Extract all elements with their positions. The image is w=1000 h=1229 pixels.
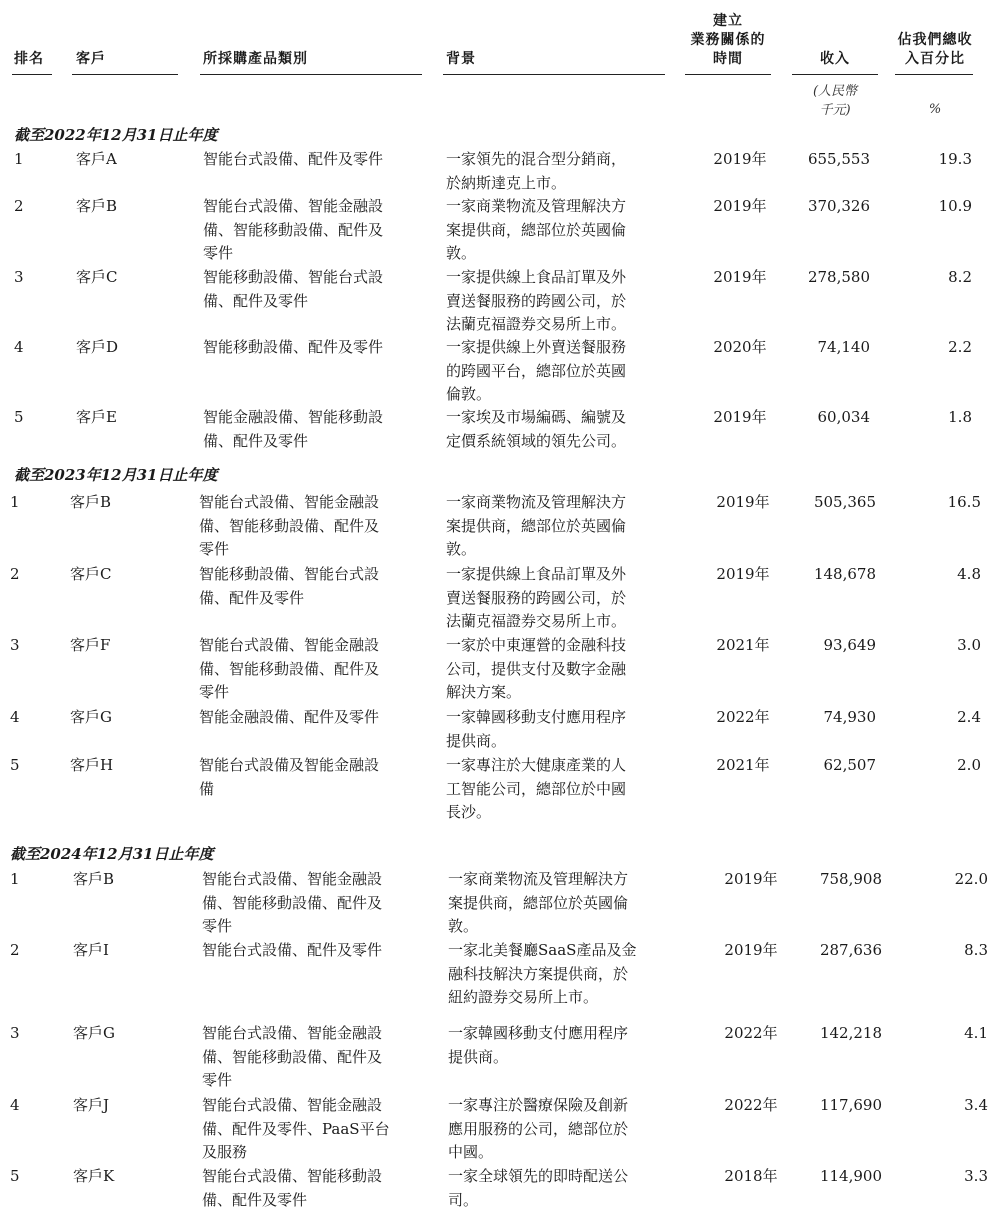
cell-rank: 5 <box>10 756 20 774</box>
cell-rank: 3 <box>10 1024 20 1042</box>
header-relationship-time: 建立 業務關係的 時間 <box>690 13 766 67</box>
cell-revenue: 114,900 <box>819 1167 882 1185</box>
cell-background: 一家北美餐廳SaaS產品及金 融科技解決方案提供商，於 紐約證券交易所上市。 <box>448 941 637 1006</box>
section-title-2024: 截至2024年12月31日止年度 <box>10 845 214 863</box>
cell-background: 一家提供線上食品訂單及外 賣送餐服務的跨國公司，於 法蘭克福證券交易所上市。 <box>446 268 627 333</box>
cell-year: 2022年 <box>716 708 770 726</box>
cell-products: 智能台式設備、配件及零件 <box>203 150 384 168</box>
cell-year: 2021年 <box>716 636 770 654</box>
cell-rank: 4 <box>10 1096 20 1114</box>
cell-products: 智能台式設備、智能金融設 備、智能移動設備、配件及 零件 <box>203 197 384 262</box>
section-title-2022: 截至2022年12月31日止年度 <box>14 126 218 144</box>
cell-products: 智能台式設備、配件及零件 <box>202 941 383 959</box>
cell-revenue: 148,678 <box>813 565 876 583</box>
cell-rank: 3 <box>14 268 24 286</box>
cell-customer: 客戶J <box>73 1096 110 1114</box>
cell-revenue: 142,218 <box>819 1024 882 1042</box>
cell-rank: 2 <box>10 941 20 959</box>
cell-revenue: 74,930 <box>823 708 876 726</box>
cell-percent: 3.0 <box>957 636 981 654</box>
header-products-underline <box>200 74 422 75</box>
cell-customer: 客戶F <box>70 636 111 654</box>
header-products: 所採購產品類別 <box>203 51 308 67</box>
cell-revenue: 287,636 <box>819 941 882 959</box>
cell-percent: 2.0 <box>957 756 981 774</box>
cell-year: 2019年 <box>716 493 770 511</box>
cell-background: 一家全球領先的即時配送公 司。 <box>448 1167 629 1209</box>
cell-customer: 客戶B <box>73 870 115 888</box>
header-revenue-underline <box>792 74 878 75</box>
cell-rank: 1 <box>14 150 24 168</box>
cell-customer: 客戶C <box>76 268 118 286</box>
cell-background: 一家提供線上食品訂單及外 賣送餐服務的跨國公司，於 法蘭克福證券交易所上市。 <box>446 565 627 630</box>
cell-products: 智能台式設備、智能金融設 備、智能移動設備、配件及 零件 <box>202 870 383 935</box>
header-customer-underline <box>72 74 178 75</box>
cell-background: 一家商業物流及管理解決方 案提供商，總部位於英國倫 敦。 <box>448 870 629 935</box>
cell-customer: 客戶B <box>70 493 112 511</box>
cell-percent: 19.3 <box>938 150 972 168</box>
cell-customer: 客戶C <box>70 565 112 583</box>
cell-revenue: 60,034 <box>817 408 870 426</box>
cell-products: 智能台式設備、智能金融設 備、智能移動設備、配件及 零件 <box>199 493 380 558</box>
cell-revenue: 93,649 <box>823 636 876 654</box>
header-relationship-underline <box>685 74 771 75</box>
cell-background: 一家韓國移動支付應用程序 提供商。 <box>446 708 627 750</box>
cell-percent: 2.4 <box>957 708 981 726</box>
cell-percent: 10.9 <box>938 197 972 215</box>
header-percentage-underline <box>895 74 973 75</box>
cell-revenue: 278,580 <box>807 268 870 286</box>
cell-customer: 客戶K <box>73 1167 115 1185</box>
cell-percent: 1.8 <box>948 408 972 426</box>
cell-percent: 16.5 <box>947 493 981 511</box>
cell-revenue: 74,140 <box>817 338 870 356</box>
cell-revenue: 655,553 <box>807 150 870 168</box>
cell-year: 2022年 <box>724 1024 778 1042</box>
cell-year: 2018年 <box>724 1167 778 1185</box>
header-background: 背景 <box>446 51 476 67</box>
cell-products: 智能台式設備、智能金融設 備、智能移動設備、配件及 零件 <box>202 1024 383 1089</box>
cell-year: 2019年 <box>724 870 778 888</box>
cell-year: 2021年 <box>716 756 770 774</box>
cell-percent: 4.1 <box>964 1024 988 1042</box>
header-customer: 客戶 <box>76 51 106 67</box>
cell-customer: 客戶E <box>76 408 117 426</box>
cell-customer: 客戶I <box>73 941 109 959</box>
cell-year: 2019年 <box>713 408 767 426</box>
header-rank: 排名 <box>14 51 44 67</box>
cell-background: 一家商業物流及管理解決方 案提供商，總部位於英國倫 敦。 <box>446 493 627 558</box>
cell-customer: 客戶H <box>70 756 114 774</box>
cell-background: 一家提供線上外賣送餐服務 的跨國平台，總部位於英國 倫敦。 <box>446 338 627 403</box>
cell-percent: 3.4 <box>964 1096 988 1114</box>
cell-customer: 客戶G <box>70 708 112 726</box>
cell-background: 一家專注於大健康產業的人 工智能公司，總部位於中國 長沙。 <box>446 756 627 821</box>
cell-products: 智能移動設備、智能台式設 備、配件及零件 <box>203 268 384 310</box>
cell-revenue: 62,507 <box>823 756 876 774</box>
cell-products: 智能台式設備、智能移動設 備、配件及零件 <box>202 1167 383 1209</box>
header-rank-underline <box>12 74 52 75</box>
cell-background: 一家韓國移動支付應用程序 提供商。 <box>448 1024 629 1066</box>
cell-products: 智能金融設備、智能移動設 備、配件及零件 <box>203 408 384 450</box>
cell-percent: 22.0 <box>954 870 988 888</box>
cell-year: 2020年 <box>713 338 767 356</box>
cell-rank: 4 <box>10 708 20 726</box>
cell-percent: 2.2 <box>948 338 972 356</box>
cell-products: 智能台式設備、智能金融設 備、智能移動設備、配件及 零件 <box>199 636 380 701</box>
cell-customer: 客戶A <box>76 150 117 168</box>
cell-year: 2019年 <box>716 565 770 583</box>
percentage-unit: % <box>928 102 942 117</box>
cell-customer: 客戶D <box>76 338 119 356</box>
header-revenue: 收入 <box>820 51 850 67</box>
cell-products: 智能台式設備及智能金融設 備 <box>199 756 380 798</box>
cell-percent: 3.3 <box>964 1167 988 1185</box>
cell-revenue: 505,365 <box>813 493 876 511</box>
cell-year: 2019年 <box>713 197 767 215</box>
cell-rank: 1 <box>10 493 20 511</box>
cell-products: 智能台式設備、智能金融設 備、配件及零件、PaaS平台 及服務 <box>202 1096 390 1161</box>
cell-year: 2019年 <box>713 150 767 168</box>
cell-rank: 2 <box>14 197 24 215</box>
section-title-2023: 截至2023年12月31日止年度 <box>14 466 218 484</box>
cell-products: 智能移動設備、智能台式設 備、配件及零件 <box>199 565 380 607</box>
revenue-unit: (人民幣 千元) <box>812 84 858 118</box>
cell-rank: 1 <box>10 870 20 888</box>
cell-rank: 3 <box>10 636 20 654</box>
cell-background: 一家領先的混合型分銷商， 於納斯達克上市。 <box>446 150 627 192</box>
cell-customer: 客戶G <box>73 1024 115 1042</box>
cell-year: 2019年 <box>724 941 778 959</box>
cell-year: 2022年 <box>724 1096 778 1114</box>
cell-revenue: 758,908 <box>819 870 882 888</box>
cell-products: 智能移動設備、配件及零件 <box>203 338 384 356</box>
cell-background: 一家於中東運營的金融科技 公司，提供支付及數字金融 解決方案。 <box>446 636 627 701</box>
cell-background: 一家埃及市場編碼、編號及 定價系統領域的領先公司。 <box>446 408 627 450</box>
cell-percent: 4.8 <box>957 565 981 583</box>
cell-percent: 8.2 <box>948 268 972 286</box>
cell-revenue: 117,690 <box>819 1096 882 1114</box>
cell-rank: 5 <box>14 408 24 426</box>
cell-background: 一家專注於醫療保險及創新 應用服務的公司，總部位於 中國。 <box>448 1096 629 1161</box>
cell-revenue: 370,326 <box>807 197 870 215</box>
cell-background: 一家商業物流及管理解決方 案提供商，總部位於英國倫 敦。 <box>446 197 627 262</box>
header-background-underline <box>443 74 665 75</box>
cell-products: 智能金融設備、配件及零件 <box>199 708 380 726</box>
cell-year: 2019年 <box>713 268 767 286</box>
header-percentage: 佔我們總收 入百分比 <box>897 32 973 67</box>
cell-rank: 2 <box>10 565 20 583</box>
cell-percent: 8.3 <box>964 941 988 959</box>
cell-customer: 客戶B <box>76 197 118 215</box>
cell-rank: 5 <box>10 1167 20 1185</box>
cell-rank: 4 <box>14 338 24 356</box>
